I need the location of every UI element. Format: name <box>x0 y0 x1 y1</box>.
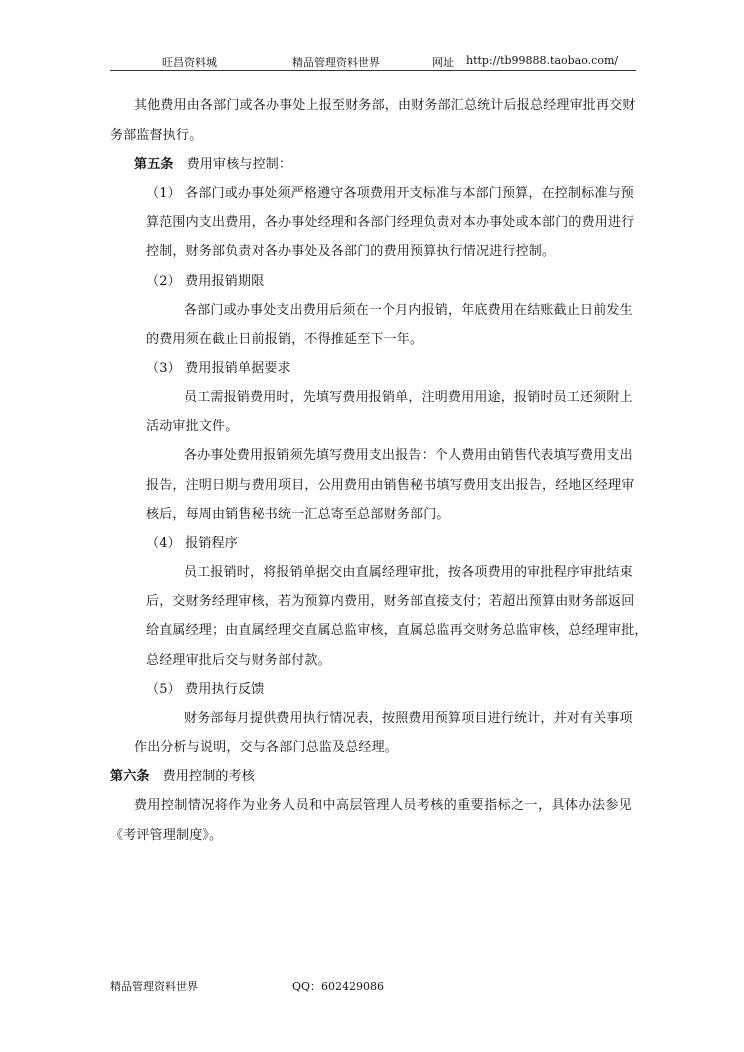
body-line: 总经理审批后交与财务部付款。 <box>146 653 331 668</box>
footer-qq-text: QQ：602429086 <box>292 980 385 993</box>
section-heading: （3） 费用报销单据要求 <box>146 361 291 376</box>
body-line: 控制，财务部负责对各办事处及各部门的费用预算执行情况进行控制。 <box>146 244 556 259</box>
section-heading: （2） 费用报销期限 <box>146 274 265 289</box>
page-header <box>110 52 636 71</box>
header-site-label: 网址 <box>432 56 454 69</box>
section-heading: （5） 费用执行反馈 <box>146 682 265 697</box>
body-line: 报告，注明日期与费用项目，公用费用由销售秘书填写费用支出报告，经地区经理审 <box>146 478 635 493</box>
body-line: （1） 各部门或办事处须严格遵守各项费用开支标准与本部门预算，在控制标准与预 <box>146 186 635 201</box>
body-line: 员工需报销费用时，先填写费用报销单，注明费用用途，报销时员工还须附上 <box>184 390 633 405</box>
body-line: 费用控制情况将作为业务人员和中高层管理人员考核的重要指标之一，具体办法参见 <box>134 798 632 813</box>
header-center-text: 精品管理资料世界 <box>292 56 380 69</box>
body-line: 员工报销时，将报销单据交由直属经理审批，按各项费用的审批程序审批结束 <box>184 565 633 580</box>
body-line: 各办事处费用报销须先填写费用支出报告：个人费用由销售代表填写费用支出 <box>184 448 633 463</box>
body-line: 后，交财务经理审核，若为预算内费用，财务部直接支付；若超出预算由财务部返回 <box>146 594 635 609</box>
body-line: 各部门或办事处支出费用后须在一个月内报销，年底费用在结账截止日前发生 <box>184 303 633 318</box>
body-line: 其他费用由各部门或各办事处上报至财务部，由财务部汇总统计后报总经理审批再交财 <box>134 98 636 113</box>
section-heading: （4） 报销程序 <box>146 536 239 551</box>
body-line: 的费用须在截止日前报销，不得推延至下一年。 <box>146 332 424 347</box>
footer-left-text: 精品管理资料世界 <box>110 980 198 993</box>
article-number: 第五条 <box>134 157 174 172</box>
body-line: 给直属经理；由直属经理交直属总监审核，直属总监再交财务总监审核，总经理审批， <box>146 623 648 638</box>
body-line: 核后，每周由销售秘书统一汇总寄至总部财务部门。 <box>146 507 450 522</box>
article-number: 第六条 <box>110 769 150 784</box>
header-left-text: 旺昌资料城 <box>162 56 217 69</box>
body-line: 算范围内支出费用，各办事处经理和各部门经理负责对本办事处或本部门的费用进行 <box>146 215 635 230</box>
body-line: 务部监督执行。 <box>110 128 203 143</box>
article-title: 费用控制的考核 <box>162 769 256 784</box>
article-heading <box>110 769 255 785</box>
article-title: 费用审核与控制： <box>186 157 293 172</box>
body-line: 《考评管理制度》。 <box>110 828 223 843</box>
header-site-url[interactable]: http://tb99888.taobao.com/ <box>466 54 619 67</box>
body-line: 活动审批文件。 <box>146 419 239 434</box>
body-line: 财务部每月提供费用执行情况表，按照费用预算项目进行统计，并对有关事项 <box>184 711 633 726</box>
body-line: 作出分析与说明，交与各部门总监及总经理。 <box>134 740 399 755</box>
article-heading <box>134 157 292 173</box>
